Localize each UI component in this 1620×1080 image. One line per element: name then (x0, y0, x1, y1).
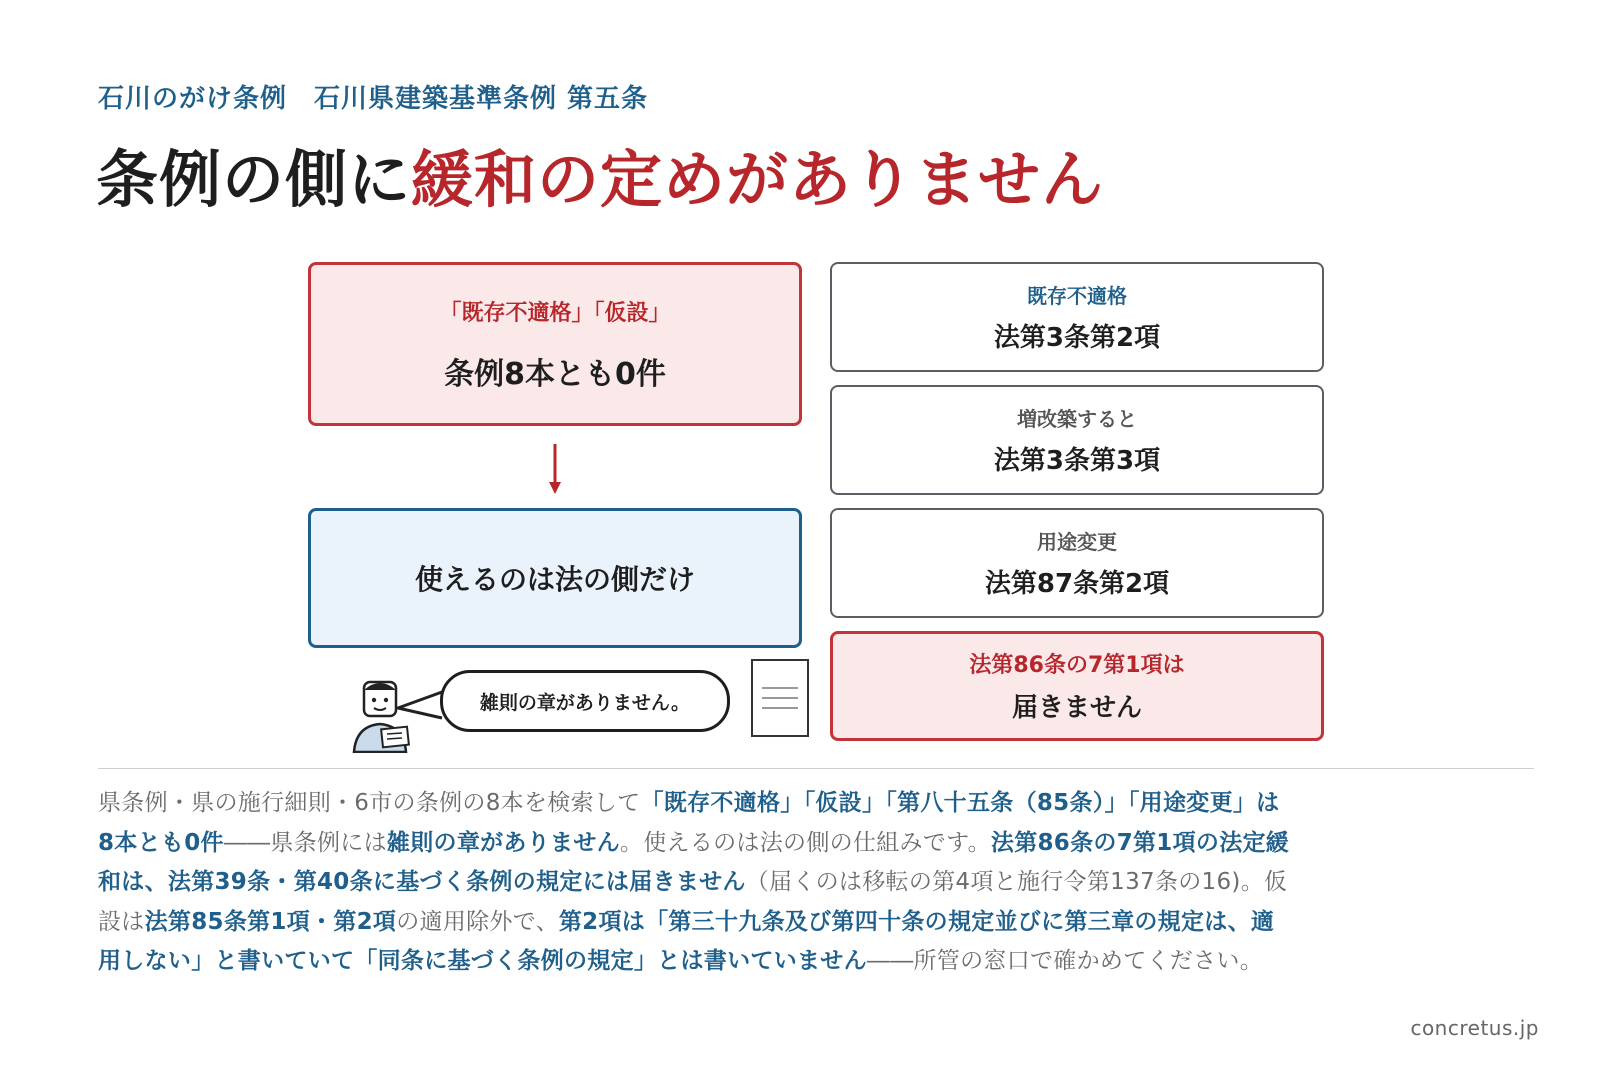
ordinance-search-result: 条例8本とも0件 (444, 356, 666, 392)
page-subtitle: 石川のがけ条例 石川県建築基準条例 第五条 (98, 84, 649, 114)
body-segment: 県条例・県の施行細則・6市の条例の8本を検索して (98, 790, 641, 816)
body-segment: 。使えるのは法の側の仕組みです。 (619, 829, 991, 856)
ordinance-search-label: 「既存不適格」「仮設」 (439, 300, 671, 326)
existing-nonconforming-box (830, 262, 1324, 372)
body-segment-emphasis: 雑則の章がありません (386, 829, 620, 856)
body-segment: の適用除外で、 (396, 908, 559, 935)
use-change-box (830, 508, 1324, 618)
use-change-value: 法第87条第2項 (984, 569, 1170, 599)
ordinance-search-box (308, 262, 802, 426)
body-segment-emphasis: 法第86条の7第1項の法定緩和は、法第39条・第40条に基づく条例の規定には届きません (98, 829, 1290, 895)
article-86-7-label: 法第86条の7第1項は (969, 653, 1185, 678)
extension-label: 増改築すると (1017, 407, 1137, 431)
speech-bubble: 雑則の章がありません。 (440, 670, 730, 732)
headline-prefix: 条例の側に (96, 143, 412, 216)
body-segment: （届くのは移転の第4項と施行令第137条の16)。仮設は (98, 869, 1288, 935)
down-arrow-icon (545, 444, 565, 494)
existing-nonconforming-value: 法第3条第2項 (993, 323, 1161, 353)
article-86-7-box (830, 631, 1324, 741)
extension-value: 法第3条第3項 (993, 446, 1161, 476)
explanation-paragraph (98, 784, 1293, 982)
section-divider (98, 768, 1534, 769)
site-credit: concretus.jp (1410, 1016, 1539, 1040)
law-side-only-box (308, 508, 802, 648)
body-segment: ――所管の窓口で確かめてください。 (866, 948, 1264, 974)
body-segment-emphasis: 「既存不適格」「仮設」「第八十五条（85条）」「用途変更」は8本とも0件 (98, 790, 1280, 856)
document-icon (750, 658, 810, 738)
extension-box (830, 385, 1324, 495)
existing-nonconforming-label: 既存不適格 (1027, 284, 1127, 308)
use-change-label: 用途変更 (1037, 530, 1117, 554)
law-side-only-text: 使えるのは法の側だけ (414, 563, 695, 596)
article-86-7-value: 届きません (1011, 693, 1142, 723)
headline-accent: 緩和の定めがありません (411, 143, 1105, 216)
body-segment-emphasis: 法第85条第1項・第2項 (144, 908, 397, 935)
page-headline (96, 130, 1104, 219)
body-segment: ――県条例には (223, 829, 387, 856)
body-segment-emphasis: 第2項は「第三十九条及び第四十条の規定並びに第三章の規定は、適用しない」と書いていて「同条に基づく条例の規定」とは書いていません (98, 908, 1275, 974)
